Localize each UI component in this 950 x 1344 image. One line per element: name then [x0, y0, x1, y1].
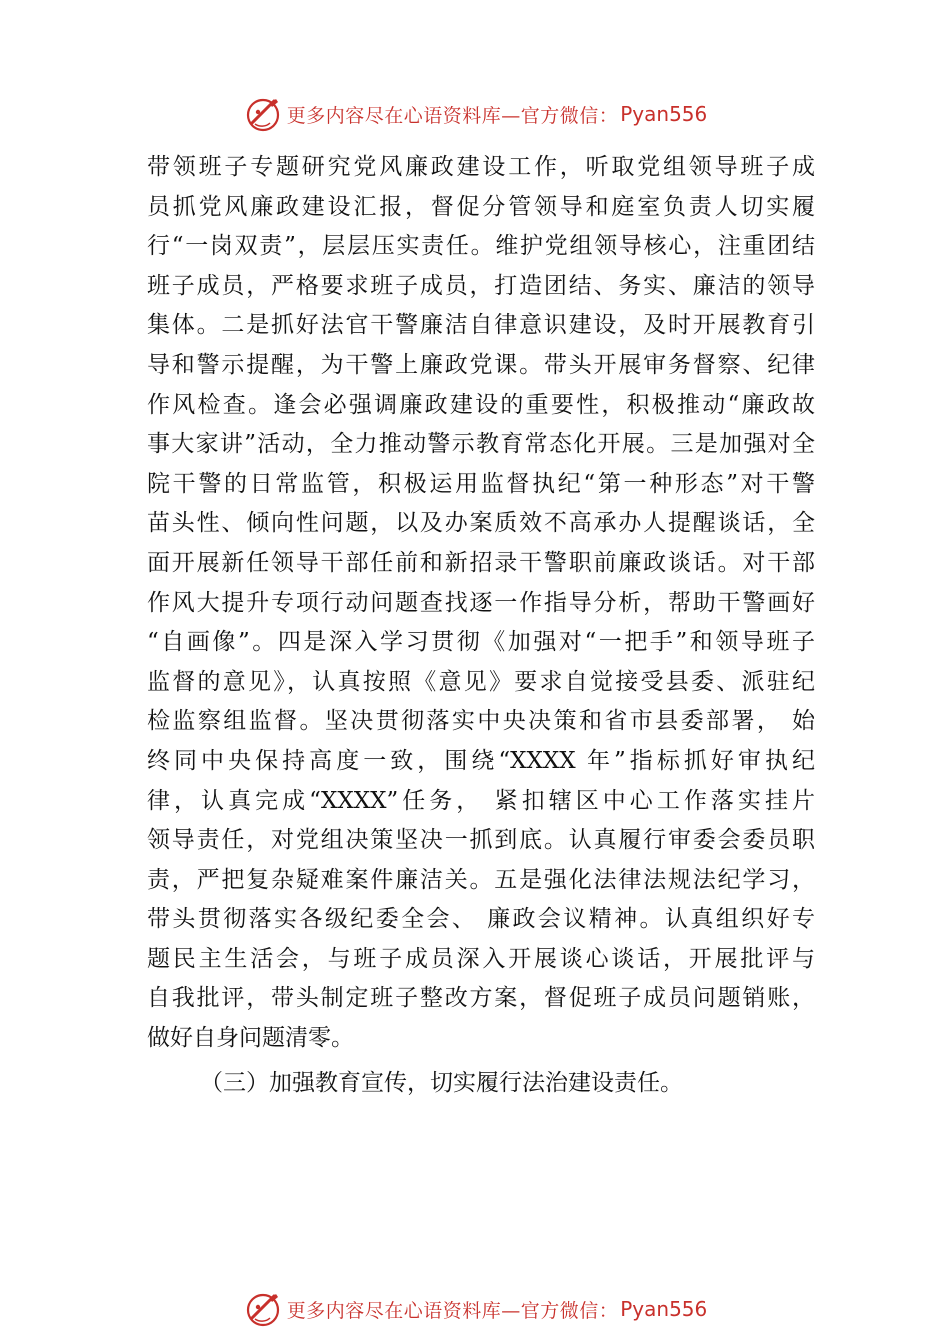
text-line: “自画像”。四是深入学习贯彻《加强对“一把手”和领导班子: [147, 629, 815, 656]
section-subheading: （三）加强教育宣传，切实履行法治建设责任。: [200, 1070, 683, 1096]
text-line: 做好自身问题清零。: [147, 1025, 354, 1052]
text-line: 导和警示提醒，为干警上廉政党课。带头开展审务督察、纪律: [147, 351, 815, 378]
text-line: 检监察组监督。坚决贯彻落实中央决策和省市县委部署， 始: [147, 708, 815, 735]
banner-wechat-id: Pyan556: [620, 1297, 708, 1321]
text-line: 终同中央保持高度一致，围绕“XXXX 年”指标抓好审执纪: [147, 747, 815, 774]
banner-text: 更多内容尽在心语资料库—官方微信：: [286, 1299, 619, 1322]
text-line: 苗头性、倾向性问题，以及办案质效不高承办人提醒谈话，全: [147, 510, 815, 537]
text-line: 带领班子专题研究党风廉政建设工作，听取党组领导班子成: [147, 154, 815, 180]
text-line: 员抓党风廉政建设汇报，督促分管领导和庭室负责人切实履: [147, 193, 815, 220]
text-line: 带头贯彻落实各级纪委全会、 廉政会议精神。认真组织好专: [147, 906, 815, 933]
banner-text: 更多内容尽在心语资料库—官方微信：: [286, 104, 619, 127]
text-line: 面开展新任领导干部任前和新招录干警职前廉政谈话。对干部: [147, 549, 815, 576]
text-line: 班子成员，严格要求班子成员，打造团结、务实、廉洁的领导: [147, 272, 815, 299]
header-watermark-banner: [0, 92, 950, 136]
text-line: 监督的意见》，认真按照《意见》要求自觉接受县委、派驻纪: [147, 668, 815, 695]
text-line: 行“一岗双责”，层层压实责任。维护党组领导核心，注重团结: [147, 233, 815, 260]
text-line: 作风检查。逢会必强调廉政建设的重要性，积极推动“廉政故: [147, 391, 815, 418]
text-line: 题民主生活会，与班子成员深入开展谈心谈话，开展批评与: [147, 945, 815, 972]
banner-wechat-id: Pyan556: [620, 102, 708, 126]
text-line: 自我批评，带头制定班子整改方案，督促班子成员问题销账，: [147, 985, 815, 1012]
text-line: 律，认真完成“XXXX”任务， 紧扣辖区中心工作落实挂片: [147, 787, 815, 814]
text-line: 事大家讲”活动，全力推动警示教育常态化开展。三是加强对全: [147, 431, 815, 458]
text-line: 集体。二是抓好法官干警廉洁自律意识建设，及时开展教育引: [147, 312, 815, 339]
body-paragraph: [147, 148, 815, 1059]
text-line: 领导责任，对党组决策坚决一抓到底。认真履行审委会委员职: [147, 827, 815, 854]
text-line: 责，严把复杂疑难案件廉洁关。五是强化法律法规法纪学习，: [147, 866, 815, 893]
footer-watermark-banner: [0, 1287, 950, 1331]
pen-logo-icon: [243, 94, 283, 134]
pen-logo-icon: [243, 1289, 283, 1329]
text-line: 院干警的日常监管，积极运用监督执纪“第一种形态”对干警: [147, 470, 815, 497]
text-line: 作风大提升专项行动问题查找逐一作指导分析，帮助干警画好: [147, 589, 815, 616]
